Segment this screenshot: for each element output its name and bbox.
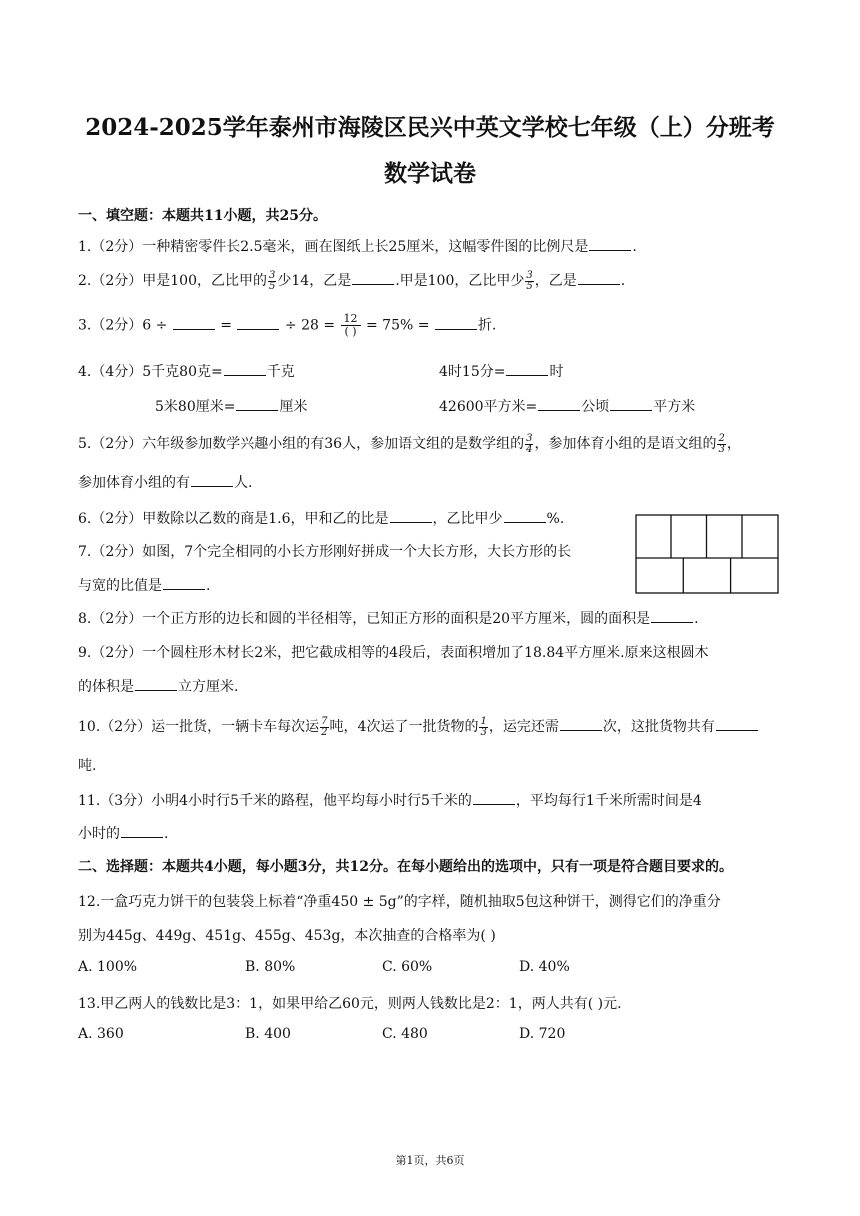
title-line-1: 2024-2025学年泰州市海陵区民兴中英文学校七年级（上）分班考 xyxy=(85,114,775,141)
question-2: 2.（2分）甲是100，乙比甲的 $\frac{3}{5}$ 少14，乙是 .甲是100，乙比甲少 $\frac{3}{5}$ ，乙是 . xyxy=(78,269,626,292)
fraction: $\frac{12}{( )}$ xyxy=(341,313,361,338)
page-footer: 第1页，共6页 xyxy=(395,1154,465,1167)
question-8: 8.（2分）一个正方形的边长和圆的半径相等，已知正方形的面积是20平方厘米，圆的面积是 . xyxy=(78,611,699,627)
question-11-cont: 小时的 . xyxy=(78,826,169,842)
question-9-cont: 的体积是 立方厘米. xyxy=(78,679,239,695)
answer-blank xyxy=(191,485,233,487)
answer-blank xyxy=(135,689,177,691)
fraction: $\frac{3}{5}$ xyxy=(526,269,533,292)
question-12-cont: 别为445g、449g、451g、455g、453g，本次抽查的合格率为( ) xyxy=(78,928,496,944)
question-9: 9.（2分）一个圆柱形木材长2米，把它截成相等的4段后，表面积增加了18.84平方厘米.原来这根圆木 xyxy=(78,645,709,661)
question-12: 12.一盒巧克力饼干的包装袋上标着“净重450 ± 5g”的字样，随机抽取5包这种饼干，测得它们的净重分 xyxy=(78,894,721,910)
fraction: $\frac{2}{3}$ xyxy=(718,432,725,455)
answer-blank xyxy=(352,283,394,285)
answer-blank xyxy=(173,328,215,330)
answer-blank xyxy=(163,588,205,590)
question-4-row-1b: 4时15分= 时 xyxy=(439,364,564,380)
question-10: 10.（2分）运一批货，一辆卡车每次运 $\frac{7}{2}$ 吨，4次运了一批货物的 $\frac{1}{3}$ ，运完还需 次，这批货物共有 xyxy=(78,716,759,738)
fraction: $\frac{3}{4}$ xyxy=(526,432,533,455)
section-1-heading: 一、填空题：本题共11小题，共25分。 xyxy=(78,208,327,224)
q13-option-a: A. 360 xyxy=(78,1026,124,1042)
answer-blank xyxy=(473,803,515,805)
answer-blank xyxy=(121,836,163,838)
question-7-cont: 与宽的比值是 . xyxy=(78,578,211,594)
question-11: 11.（3分）小明4小时行5千米的路程，他平均每小时行5千米的 ，平均每行1千米所需时间是4 xyxy=(78,793,702,809)
answer-blank xyxy=(560,729,602,731)
q12-option-d: D. 40% xyxy=(519,959,570,975)
answer-blank xyxy=(589,249,631,251)
fraction: $\frac{3}{5}$ xyxy=(269,269,276,292)
question-3: 3.（2分）6 ÷ = ÷ 28 = $\frac{12}{( )}$ = 75% = 折. xyxy=(78,312,497,338)
question-13: 13.甲乙两人的钱数比是3：1，如果甲给乙60元，则两人钱数比是2：1，两人共有( )元. xyxy=(78,996,622,1012)
question-10-cont: 吨. xyxy=(78,758,97,774)
answer-blank xyxy=(716,729,758,731)
q12-option-a: A. 100% xyxy=(78,959,138,975)
rectangle-figure xyxy=(635,514,779,594)
answer-blank xyxy=(506,374,548,376)
question-7: 7.（2分）如图，7个完全相同的小长方形刚好拼成一个大长方形，大长方形的长 xyxy=(78,544,572,560)
fraction: $\frac{1}{3}$ xyxy=(480,715,487,738)
question-4-row-2a: 5米80厘米= 厘米 xyxy=(155,399,308,415)
question-1: 1.（2分）一种精密零件长2.5毫米，画在图纸上长25厘米，这幅零件图的比例尺是 . xyxy=(78,239,637,255)
answer-blank xyxy=(435,328,477,330)
q12-option-c: C. 60% xyxy=(382,959,433,975)
question-5-cont: 参加体育小组的有 人. xyxy=(78,475,253,491)
question-4-row-1a: 4.（4分）5千克80克= 千克 xyxy=(78,364,295,380)
title-line-2: 数学试卷 xyxy=(384,160,476,187)
fraction: $\frac{7}{2}$ xyxy=(321,715,328,738)
answer-blank xyxy=(237,328,279,330)
section-2-heading: 二、选择题：本题共4小题，每小题3分，共12分。在每小题给出的选项中，只有一项是符合题目要求的。 xyxy=(78,859,733,875)
answer-blank xyxy=(538,409,580,411)
answer-blank xyxy=(504,521,546,523)
question-4-row-2b: 42600平方米= 公顷 平方米 xyxy=(439,399,696,415)
q13-option-d: D. 720 xyxy=(519,1026,566,1042)
answer-blank xyxy=(610,409,652,411)
answer-blank xyxy=(390,521,432,523)
q12-option-b: B. 80% xyxy=(245,959,296,975)
answer-blank xyxy=(578,283,620,285)
q13-option-c: C. 480 xyxy=(382,1026,428,1042)
q13-option-b: B. 400 xyxy=(245,1026,291,1042)
answer-blank xyxy=(236,409,278,411)
question-6: 6.（2分）甲数除以乙数的商是1.6，甲和乙的比是 ，乙比甲少 %. xyxy=(78,511,565,527)
answer-blank xyxy=(651,621,693,623)
question-5: 5.（2分）六年级参加数学兴趣小组的有36人，参加语文组的是数学组的 $\frac{3}{4}$ ，参加体育小组的是语文组的 $\frac{2}{3}$ ， xyxy=(78,432,741,455)
answer-blank xyxy=(224,374,266,376)
